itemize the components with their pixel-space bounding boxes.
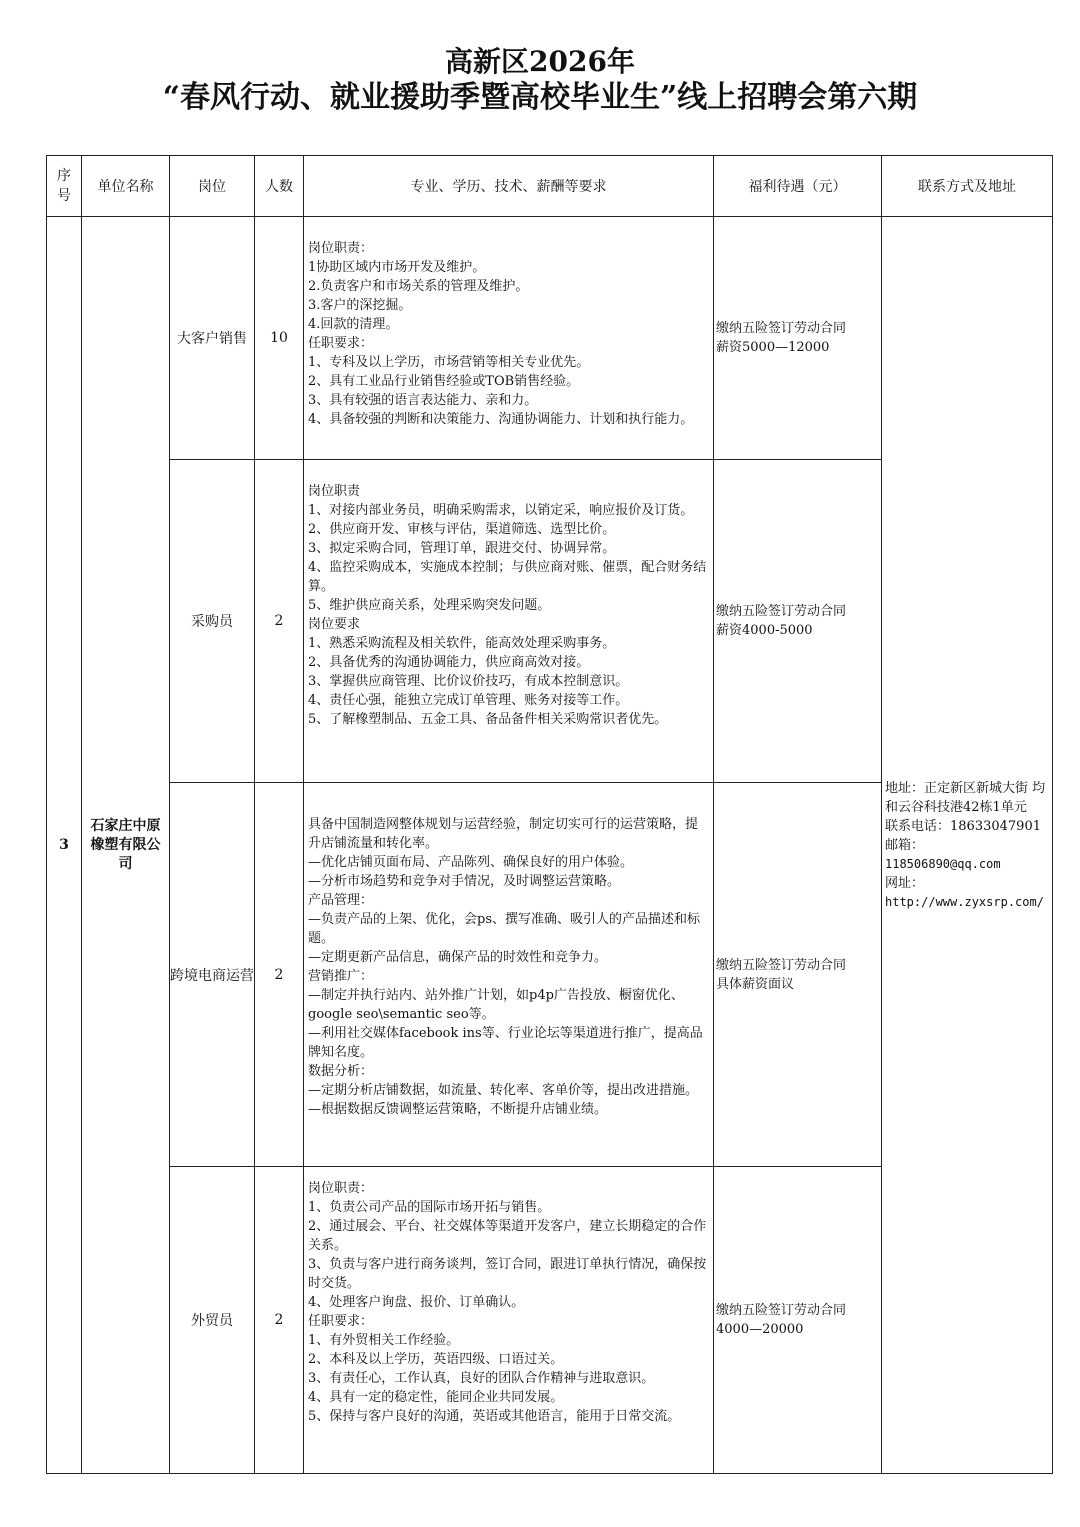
header-row bbox=[47, 156, 1053, 217]
header-position: 岗位 bbox=[170, 156, 255, 217]
benefit-line: 缴纳五险签订劳动合同 bbox=[716, 321, 847, 336]
job-requirements bbox=[304, 783, 714, 1167]
req-line: 1、熟悉采购流程及相关软件，能高效处理采购事务。 bbox=[308, 636, 616, 651]
req-line: —根据数据反馈调整运营策略，不断提升店铺业绩。 bbox=[308, 1102, 608, 1117]
req-line: 1协助区域内市场开发及维护。 bbox=[308, 260, 486, 275]
req-line: 3、掌握供应商管理、比价议价技巧，有成本控制意识。 bbox=[308, 674, 629, 689]
benefit-line: 具体薪资面议 bbox=[716, 976, 795, 992]
job-count: 10 bbox=[255, 217, 304, 460]
benefit-line: 薪资4000-5000 bbox=[716, 623, 813, 638]
req-line: 1、有外贸相关工作经验。 bbox=[308, 1333, 460, 1348]
benefit-line: 4000—20000 bbox=[716, 1322, 804, 1337]
req-line: 任职要求： bbox=[308, 1314, 374, 1329]
seq-cell: 3 bbox=[47, 217, 82, 1474]
req-line: 2、具备优秀的沟通协调能力，供应商高效对接。 bbox=[308, 655, 590, 670]
req-line: 3、有责任心，工作认真，良好的团队合作精神与进取意识。 bbox=[308, 1371, 655, 1386]
req-line: 具备中国制造网整体规划与运营经验，制定切实可行的运营策略，提升店铺流量和转化率。 bbox=[308, 817, 699, 851]
contact-phone: 联系电话：18633047901 bbox=[885, 818, 1041, 834]
req-line: 3、具有较强的语言表达能力、亲和力。 bbox=[308, 393, 538, 408]
contact-address: 地址：正定新区新城大街 均和云谷科技港42栋1单元 bbox=[885, 780, 1046, 815]
job-benefits bbox=[714, 460, 882, 783]
req-line: —定期分析店铺数据，如流量、转化率、客单价等，提出改进措施。 bbox=[308, 1083, 699, 1098]
req-line: 5、了解橡塑制品、五金工具、备品备件相关采购常识者优先。 bbox=[308, 712, 668, 727]
job-benefits bbox=[714, 1167, 882, 1474]
req-line: 2、本科及以上学历，英语四级、口语过关。 bbox=[308, 1352, 564, 1367]
req-line: —利用社交媒体facebook ins等、行业论坛等渠道进行推广，提高品牌知名度。 bbox=[308, 1026, 703, 1060]
req-line: 4、处理客户询盘、报价、订单确认。 bbox=[308, 1295, 525, 1310]
req-line: 5、维护供应商关系，处理采购突发问题。 bbox=[308, 598, 551, 613]
jobs-table bbox=[46, 155, 1053, 1474]
job-position: 外贸员 bbox=[170, 1167, 255, 1474]
job-requirements bbox=[304, 460, 714, 783]
table-row bbox=[47, 217, 1053, 460]
req-line: 产品管理： bbox=[308, 893, 374, 908]
header-requirements: 专业、学历、技术、薪酬等要求 bbox=[304, 156, 714, 217]
req-line: 1、对接内部业务员，明确采购需求，以销定采，响应报价及订货。 bbox=[308, 503, 694, 518]
req-line: —制定并执行站内、站外推广计划，如p4p广告投放、橱窗优化、google seo\semantic seo等。 bbox=[308, 988, 684, 1022]
header-count: 人数 bbox=[255, 156, 304, 217]
benefit-line: 缴纳五险签订劳动合同 bbox=[716, 1303, 847, 1318]
contact-email-label: 邮箱： bbox=[885, 837, 925, 853]
req-line: 3、拟定采购合同，管理订单，跟进交付、协调异常。 bbox=[308, 541, 616, 556]
job-count: 2 bbox=[255, 783, 304, 1167]
req-line: 1、专科及以上学历，市场营销等相关专业优先。 bbox=[308, 355, 590, 370]
contact-cell bbox=[882, 217, 1053, 1474]
req-line: 2、供应商开发、审核与评估，渠道筛选、选型比价。 bbox=[308, 522, 616, 537]
job-position: 大客户销售 bbox=[170, 217, 255, 460]
contact-email: 118506890@qq.com bbox=[885, 856, 1001, 871]
req-line: —优化店铺页面布局、产品陈列、确保良好的用户体验。 bbox=[308, 855, 634, 870]
contact-web-label: 网址： bbox=[885, 875, 925, 891]
company-name: 石家庄中原橡塑有限公司 bbox=[82, 217, 170, 1474]
req-line: 数据分析： bbox=[308, 1064, 374, 1079]
header-unit: 单位名称 bbox=[82, 156, 170, 217]
benefit-line: 缴纳五险签订劳动合同 bbox=[716, 957, 847, 973]
benefit-line: 薪资5000—12000 bbox=[716, 340, 830, 355]
req-line: 2、具有工业品行业销售经验或TOB销售经验。 bbox=[308, 374, 580, 389]
page-title: 高新区2026年 bbox=[445, 45, 635, 78]
req-line: 3.客户的深挖掘。 bbox=[308, 298, 412, 313]
job-requirements bbox=[304, 1167, 714, 1474]
req-line: 岗位职责 bbox=[308, 484, 361, 499]
job-position: 采购员 bbox=[170, 460, 255, 783]
req-line: 岗位职责： bbox=[308, 241, 374, 256]
req-line: 任职要求： bbox=[308, 336, 374, 351]
job-count: 2 bbox=[255, 1167, 304, 1474]
req-line: —定期更新产品信息，确保产品的时效性和竞争力。 bbox=[308, 950, 608, 965]
req-line: 4、责任心强，能独立完成订单管理、账务对接等工作。 bbox=[308, 693, 629, 708]
req-line: 4、监控采购成本，实施成本控制；与供应商对账、催票，配合财务结算。 bbox=[308, 560, 707, 594]
req-line: 3、负责与客户进行商务谈判，签订合同，跟进订单执行情况，确保按时交货。 bbox=[308, 1257, 707, 1291]
req-line: 4、具备较强的判断和决策能力、沟通协调能力、计划和执行能力。 bbox=[308, 412, 694, 427]
req-line: 岗位要求 bbox=[308, 617, 361, 632]
req-line: 4、具有一定的稳定性，能同企业共同发展。 bbox=[308, 1390, 564, 1405]
job-benefits bbox=[714, 783, 882, 1167]
header-contact: 联系方式及地址 bbox=[882, 156, 1053, 217]
req-line: 岗位职责： bbox=[308, 1181, 374, 1196]
req-line: 2、通过展会、平台、社交媒体等渠道开发客户，建立长期稳定的合作关系。 bbox=[308, 1219, 707, 1253]
benefit-line: 缴纳五险签订劳动合同 bbox=[716, 604, 847, 619]
job-position: 跨境电商运营 bbox=[170, 783, 255, 1167]
header-seq: 序号 bbox=[47, 156, 82, 217]
job-count: 2 bbox=[255, 460, 304, 783]
req-line: 5、保持与客户良好的沟通，英语或其他语言，能用于日常交流。 bbox=[308, 1409, 681, 1424]
req-line: 1、负责公司产品的国际市场开拓与销售。 bbox=[308, 1200, 551, 1215]
req-line: —负责产品的上架、优化，会ps、撰写准确、吸引人的产品描述和标题。 bbox=[308, 912, 700, 946]
req-line: 4.回款的清理。 bbox=[308, 317, 399, 332]
header-benefits: 福利待遇（元） bbox=[714, 156, 882, 217]
job-requirements bbox=[304, 217, 714, 460]
req-line: 2.负责客户和市场关系的管理及维护。 bbox=[308, 279, 529, 294]
job-benefits bbox=[714, 217, 882, 460]
req-line: —分析市场趋势和竞争对手情况，及时调整运营策略。 bbox=[308, 874, 621, 889]
contact-web: http://www.zyxsrp.com/ bbox=[885, 894, 1044, 909]
page-subtitle: “春风行动、就业援助季暨高校毕业生”线上招聘会第六期 bbox=[162, 80, 918, 115]
req-line: 营销推广： bbox=[308, 969, 374, 984]
